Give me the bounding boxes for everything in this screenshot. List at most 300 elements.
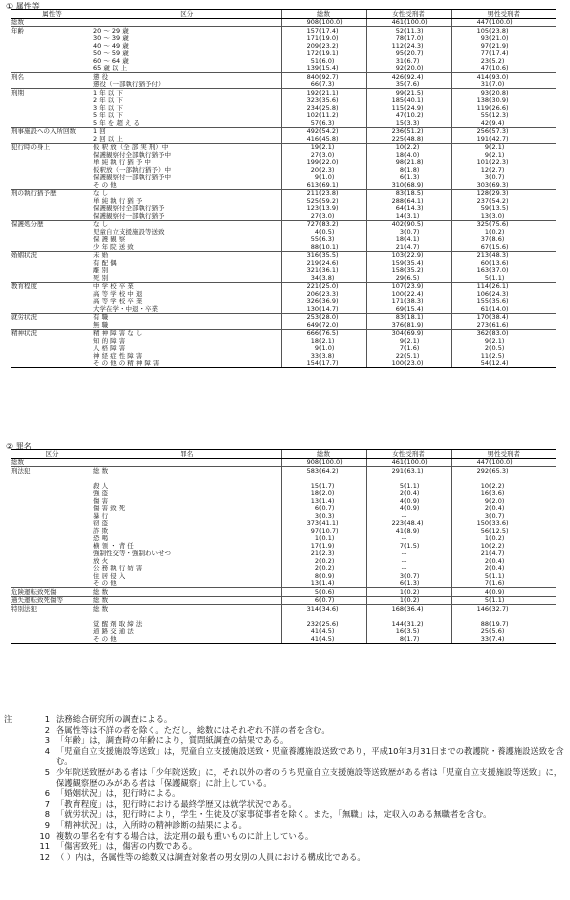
group-cell: 危険運転致死傷: [11, 588, 93, 597]
total-count-cell: 139: [281, 65, 319, 73]
total-count-cell: 649: [281, 321, 319, 329]
total-percent-cell: (92.7): [319, 73, 366, 81]
category-cell: 1 回: [93, 127, 281, 135]
total-count-cell: 3: [281, 512, 319, 520]
total-percent-cell: (28.0): [319, 313, 366, 321]
table-row: [11, 596, 556, 605]
female-count-cell: 83: [366, 313, 404, 321]
footnote-text: 各属性等は不詳の者を除く。ただし，総数にはそれぞれ不詳の者を含む。: [56, 724, 330, 735]
table-row: [11, 73, 556, 81]
female-percent-cell: (11.3): [404, 27, 451, 35]
total-percent-cell: (25.6): [319, 620, 339, 628]
category-cell: 覚 醒 剤 取 締 法: [93, 620, 143, 628]
male-percent-cell: (69.3): [489, 181, 509, 189]
total-percent-cell: (0.7): [319, 504, 335, 512]
female-percent-cell: (31.2): [404, 620, 424, 628]
total-count-cell: 613: [281, 181, 319, 189]
male-count-cell: 61: [451, 305, 489, 313]
group-cell: [11, 35, 93, 43]
male-percent-cell: (26.1): [489, 282, 556, 290]
category-cell: 放 火: [93, 557, 109, 565]
male-percent-cell: (0.4): [489, 504, 505, 512]
total-percent-cell: (13.9): [319, 204, 339, 212]
female-count-cell: 159: [366, 259, 404, 267]
total-count-cell: 154: [281, 360, 319, 368]
total-count-cell: 6: [281, 505, 319, 513]
table-row: [11, 550, 556, 558]
category-cell: 殺 人: [93, 482, 109, 490]
male-count-cell: 256: [451, 127, 489, 135]
female-count-cell: 288: [366, 197, 404, 205]
footnote-item: [4, 714, 566, 725]
group-cell: [11, 620, 93, 628]
male-count-cell: 9: [451, 143, 489, 151]
total-count-cell: 316: [281, 251, 319, 259]
category-cell: 精 神 障 害 な し: [93, 329, 281, 337]
footnote-label: [4, 746, 26, 767]
footnote-item: [4, 852, 566, 863]
male-percent-cell: [489, 475, 556, 483]
female-count-cell: 168: [366, 605, 404, 613]
male-percent-cell: (4.7): [489, 549, 505, 557]
total-count-cell: 2: [281, 557, 319, 565]
footnote-number: 5: [44, 766, 50, 777]
group-cell: 総数: [11, 458, 24, 466]
male-percent-cell: (5.6): [489, 627, 505, 635]
female-count-cell: 6: [366, 174, 404, 182]
male-percent-cell: (0.2): [489, 534, 505, 542]
female-count-cell: 2: [366, 490, 404, 498]
table-row: [11, 243, 556, 251]
column-header: 総数: [281, 10, 366, 19]
male-count-cell: 119: [451, 104, 489, 112]
male-count-cell: 191: [451, 135, 489, 143]
category-cell: 総 数: [93, 605, 281, 613]
female-count-cell: 7: [366, 345, 404, 353]
male-count-cell: 2: [451, 557, 489, 565]
group-cell: [11, 305, 93, 313]
male-percent-cell: (23.8): [489, 27, 556, 35]
section2-title: ② 罪名: [6, 442, 32, 451]
table-row: [11, 482, 556, 490]
male-count-cell: 13: [451, 212, 489, 220]
male-percent-cell: (100.0): [489, 458, 513, 466]
table-row: [11, 267, 556, 275]
table-row: [11, 535, 556, 543]
table-row: [11, 127, 556, 135]
female-count-cell: 10: [366, 143, 404, 151]
group-cell: [11, 497, 93, 505]
female-percent-cell: (48.8): [404, 135, 424, 143]
female-percent-cell: (4.0): [404, 151, 420, 159]
category-cell: 総 数: [93, 588, 281, 597]
male-count-cell: 4: [451, 588, 489, 597]
footnote-item: [4, 799, 566, 810]
total-percent-cell: (23.3): [319, 290, 339, 298]
total-percent-cell: (6.3): [319, 119, 335, 127]
table-row: [11, 505, 556, 513]
total-count-cell: 840: [281, 73, 319, 81]
female-percent-cell: (3.5): [404, 627, 420, 635]
male-percent-cell: (48.3): [489, 251, 556, 259]
group-cell: 就労状況: [11, 313, 93, 321]
male-count-cell: 414: [451, 73, 489, 81]
female-count-cell: 376: [366, 321, 404, 329]
footnote-label: [4, 788, 26, 799]
female-count-cell: 402: [366, 220, 404, 228]
male-count-cell: 5: [451, 596, 489, 605]
table-row: [11, 512, 556, 520]
female-percent-cell: (0.7): [404, 228, 420, 236]
male-percent-cell: (2.2): [489, 482, 505, 490]
table-row: [11, 345, 556, 353]
female-percent-cell: (8.9): [404, 527, 420, 535]
male-percent-cell: (57.3): [489, 127, 556, 135]
group-cell: 保護処分歴: [11, 220, 93, 228]
female-percent-cell: [404, 613, 451, 621]
female-count-cell: -: [366, 512, 404, 520]
category-cell: 公 務 執 行 妨 害: [93, 564, 143, 572]
female-count-cell: 291: [366, 467, 404, 475]
group-cell: [11, 212, 93, 220]
male-count-cell: 56: [451, 527, 489, 535]
total-count-cell: 211: [281, 189, 319, 197]
male-count-cell: 303: [451, 181, 489, 189]
total-count-cell: 199: [281, 159, 319, 167]
footnote-text: 「婚姻状況」は，犯行時による。: [56, 788, 181, 799]
group-cell: [11, 475, 93, 483]
total-percent-cell: (1.9): [319, 542, 335, 550]
group-cell: [11, 181, 93, 189]
group-cell: 刑事施設への入所回数: [11, 127, 93, 135]
footnote-label: [4, 725, 26, 736]
footnote-text: 「児童自立支援施設等送致」は，児童自立支援施設送致・児童養護施設送致であり，平成10年3月31日までの教護院・養護施設送致を含む。: [56, 745, 564, 767]
table-row: [11, 542, 556, 550]
footnotes: [4, 714, 566, 862]
category-cell: 3 年 以 下: [93, 104, 123, 112]
category-cell: 保護観察付全部執行猶予: [93, 204, 165, 212]
male-count-cell: 12: [451, 166, 489, 174]
female-percent-cell: (64.1): [404, 197, 424, 205]
male-percent-cell: (12.3): [489, 111, 509, 119]
male-percent-cell: (13.6): [489, 259, 509, 267]
category-cell: 傷 害 致 死: [93, 504, 126, 512]
total-count-cell: 416: [281, 135, 319, 143]
total-percent-cell: (21.1): [319, 89, 366, 97]
total-count-cell: 232: [281, 620, 319, 628]
total-percent-cell: (45.8): [319, 135, 339, 143]
male-percent-cell: [489, 613, 556, 621]
footnote-label: 注: [4, 714, 13, 724]
total-percent-cell: (2.1): [319, 143, 366, 151]
column-header: 女性受刑者: [366, 450, 451, 459]
male-percent-cell: (32.7): [489, 605, 556, 613]
male-percent-cell: (0.2): [489, 228, 505, 236]
group-cell: [11, 97, 93, 105]
female-percent-cell: (24.3): [404, 42, 424, 50]
total-count-cell: 492: [281, 127, 319, 135]
female-count-cell: 461: [366, 458, 404, 467]
total-percent-cell: (7.3): [319, 80, 335, 88]
female-percent-cell: (1.7): [404, 635, 451, 643]
category-cell: 保護観察付一部執行猶予: [93, 212, 165, 220]
footnote-number: 10: [39, 830, 50, 841]
table-row: [11, 18, 556, 27]
group-cell: [11, 527, 93, 535]
group-cell: [11, 50, 93, 58]
female-percent-cell: (38.3): [404, 297, 424, 305]
total-count-cell: 1: [281, 535, 319, 543]
male-count-cell: 447: [451, 18, 489, 27]
female-count-cell: 144: [366, 620, 404, 628]
category-cell: 仮 釈 放（全 部 実 刑）中: [93, 143, 281, 151]
total-percent-cell: (2.3): [319, 549, 335, 557]
female-count-cell: 47: [366, 112, 404, 120]
male-percent-cell: (2.1): [489, 337, 505, 345]
male-percent-cell: (0.7): [489, 173, 505, 181]
group-cell: [11, 151, 93, 159]
female-percent-cell: (1.3): [404, 579, 420, 587]
section1-title: ① 属性等: [6, 2, 40, 11]
female-percent-cell: (0.2): [404, 588, 451, 597]
table-row: [11, 228, 556, 236]
male-percent-cell: (61.6): [489, 321, 509, 329]
female-count-cell: 304: [366, 329, 404, 337]
table-row: [11, 313, 556, 321]
total-percent-cell: (4.5): [319, 627, 335, 635]
group-cell: [11, 119, 93, 127]
total-count-cell: 27: [281, 151, 319, 159]
male-percent-cell: (24.3): [489, 290, 509, 298]
group-cell: 過失運転致死傷等: [11, 596, 93, 605]
group-cell: [11, 228, 93, 236]
group-cell: [11, 520, 93, 528]
male-percent-cell: (12.4): [489, 360, 556, 368]
male-count-cell: 138: [451, 97, 489, 105]
total-percent-cell: (24.6): [319, 259, 339, 267]
total-count-cell: 221: [281, 282, 319, 290]
table-row: [11, 613, 556, 621]
footnote-item: [4, 841, 566, 852]
footnote-item: [4, 820, 566, 831]
category-cell: 傷 害: [93, 497, 109, 505]
category-cell: [93, 458, 281, 467]
female-percent-cell: -: [404, 549, 407, 557]
group-cell: [11, 57, 93, 65]
group-cell: [11, 81, 93, 89]
group-cell: [11, 243, 93, 251]
male-percent-cell: (9.4): [489, 119, 505, 127]
female-count-cell: 310: [366, 181, 404, 189]
female-percent-cell: -: [404, 564, 407, 572]
male-percent-cell: (0.9): [489, 588, 556, 597]
total-percent-cell: (1.0): [319, 344, 335, 352]
female-count-cell: 158: [366, 267, 404, 275]
category-cell: そ の 他: [93, 181, 117, 189]
female-count-cell: 95: [366, 50, 404, 58]
female-percent-cell: (69.9): [404, 329, 451, 337]
female-count-cell: -: [366, 550, 404, 558]
male-percent-cell: (3.6): [489, 489, 505, 497]
male-count-cell: 1: [451, 228, 489, 236]
group-cell: [11, 535, 93, 543]
total-percent-cell: [319, 613, 366, 621]
total-count-cell: 55: [281, 236, 319, 244]
female-count-cell: 4: [366, 505, 404, 513]
group-cell: [11, 135, 93, 143]
total-percent-cell: (10.1): [319, 243, 339, 251]
total-percent-cell: (25.0): [319, 282, 366, 290]
male-percent-cell: (42.7): [489, 135, 509, 143]
female-percent-cell: (2.1): [404, 337, 420, 345]
table-row: [11, 458, 556, 467]
male-percent-cell: (10.6): [489, 64, 509, 72]
female-percent-cell: (20.0): [404, 64, 424, 72]
group-cell: [11, 628, 93, 636]
male-count-cell: 155: [451, 298, 489, 306]
total-percent-cell: (0.6): [319, 588, 366, 597]
table-row: [11, 321, 556, 329]
total-count-cell: 130: [281, 305, 319, 313]
female-percent-cell: (63.1): [404, 467, 451, 475]
male-count-cell: 101: [451, 159, 489, 167]
group-cell: [11, 565, 93, 573]
column-header: 男性受刑者: [451, 10, 556, 19]
male-count-cell: 447: [451, 458, 489, 467]
table-row: [11, 166, 556, 174]
category-cell: 懲 役: [93, 73, 281, 81]
female-percent-cell: (4.1): [404, 235, 420, 243]
female-count-cell: 225: [366, 135, 404, 143]
table-header: [11, 450, 556, 459]
total-count-cell: 123: [281, 205, 319, 213]
total-percent-cell: (14.7): [319, 305, 339, 313]
male-percent-cell: (2.1): [489, 143, 556, 151]
table-row: [11, 205, 556, 213]
total-percent-cell: (19.0): [319, 34, 339, 42]
footnote-number: 1: [44, 714, 50, 724]
total-percent-cell: (6.3): [319, 235, 335, 243]
male-percent-cell: (0.7): [489, 512, 505, 520]
female-count-cell: 18: [366, 151, 404, 159]
male-count-cell: 1: [451, 535, 489, 543]
male-percent-cell: (29.3): [489, 189, 556, 197]
footnote-number: 4: [44, 745, 50, 756]
footnote-label: [4, 809, 26, 820]
table-row: [11, 159, 556, 167]
group-cell: 年齢: [11, 27, 93, 35]
table-row: [11, 50, 556, 58]
male-count-cell: 55: [451, 112, 489, 120]
category-cell: 無 職: [93, 321, 109, 329]
total-count-cell: 88: [281, 243, 319, 251]
table-row: [11, 35, 556, 43]
male-percent-cell: (13.5): [489, 204, 509, 212]
total-percent-cell: (41.1): [319, 519, 339, 527]
group-cell: [11, 259, 93, 267]
female-percent-cell: (100.0): [404, 458, 428, 466]
male-count-cell: 33: [451, 635, 489, 643]
footnote-number: 7: [44, 798, 50, 809]
footnote-text: 法務総合研究所の調査による。: [56, 714, 173, 724]
footnote-item: [4, 767, 566, 788]
group-cell: 刑法犯: [11, 467, 93, 475]
female-percent-cell: -: [404, 512, 407, 520]
male-count-cell: 292: [451, 467, 489, 475]
total-count-cell: 13: [281, 497, 319, 505]
male-percent-cell: (20.8): [489, 89, 556, 97]
total-count-cell: 4: [281, 228, 319, 236]
male-count-cell: 3: [451, 174, 489, 182]
total-count-cell: 41: [281, 635, 319, 643]
category-cell: 高 等 学 校 卒 業: [93, 297, 143, 305]
total-count-cell: 13: [281, 580, 319, 588]
female-count-cell: 18: [366, 236, 404, 244]
female-count-cell: -: [366, 565, 404, 573]
total-count-cell: 157: [281, 27, 319, 35]
female-percent-cell: (10.2): [404, 111, 424, 119]
female-percent-cell: (3.1): [404, 212, 420, 220]
total-percent-cell: (1.4): [319, 497, 335, 505]
total-count-cell: 19: [281, 143, 319, 151]
total-count-cell: 373: [281, 520, 319, 528]
table-row: [11, 527, 556, 535]
male-percent-cell: (15.6): [489, 243, 509, 251]
total-percent-cell: (17.7): [319, 360, 366, 368]
female-count-cell: 171: [366, 298, 404, 306]
female-count-cell: 3: [366, 572, 404, 580]
female-count-cell: 103: [366, 251, 404, 259]
category-cell: [93, 613, 281, 621]
category-cell: 知 的 障 害: [93, 337, 126, 345]
total-count-cell: 525: [281, 197, 319, 205]
category-cell: 人 格 障 害: [93, 344, 126, 352]
total-percent-cell: (11.2): [319, 111, 339, 119]
column-header: 属性等: [11, 10, 93, 19]
male-count-cell: 93: [451, 35, 489, 43]
footnote-item: [4, 788, 566, 799]
footnote-number: 8: [44, 809, 50, 820]
male-count-cell: 5: [451, 572, 489, 580]
male-percent-cell: (21.0): [489, 34, 509, 42]
total-count-cell: 314: [281, 605, 319, 613]
table-row: [11, 89, 556, 97]
female-percent-cell: (35.2): [404, 266, 424, 274]
female-count-cell: 99: [366, 89, 404, 97]
male-count-cell: 163: [451, 267, 489, 275]
male-count-cell: 2: [451, 565, 489, 573]
male-percent-cell: (3.0): [489, 212, 505, 220]
female-count-cell: [366, 475, 404, 483]
total-percent-cell: (100.0): [319, 458, 343, 466]
total-percent-cell: (1.7): [319, 482, 335, 490]
total-count-cell: 27: [281, 212, 319, 220]
category-cell: 未 婚: [93, 251, 281, 259]
column-header: 区分: [93, 10, 281, 19]
male-percent-cell: (2.1): [489, 151, 505, 159]
table-row: [11, 360, 556, 368]
total-percent-cell: (17.4): [319, 27, 366, 35]
group-cell: [11, 321, 93, 329]
footnote-number: 11: [39, 841, 50, 852]
group-cell: [11, 482, 93, 490]
male-count-cell: 88: [451, 620, 489, 628]
female-count-cell: 22: [366, 352, 404, 360]
group-cell: [11, 274, 93, 282]
female-count-cell: 185: [366, 97, 404, 105]
female-percent-cell: -: [404, 557, 407, 565]
footnote-item: [4, 725, 566, 736]
